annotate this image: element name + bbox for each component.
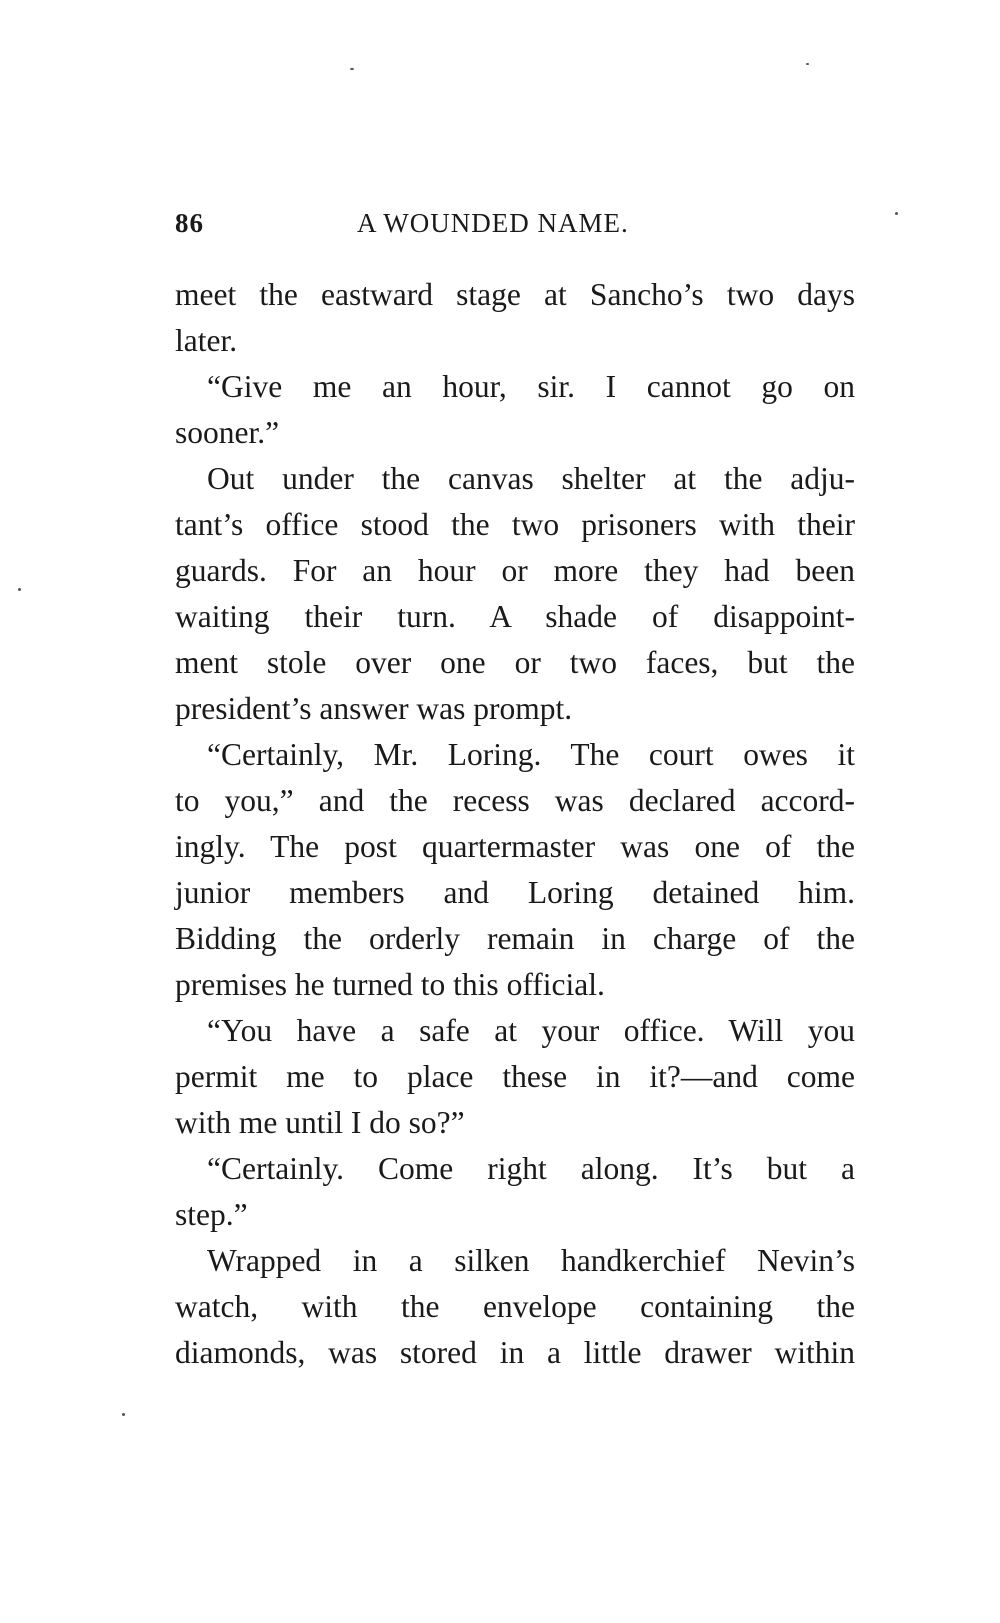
text-line: step.”: [175, 1197, 248, 1232]
running-title: A WOUNDED NAME.: [357, 208, 629, 238]
text-line: with me until I do so?”: [175, 1105, 465, 1140]
text-line: permit me to place these in it?—and come: [175, 1059, 855, 1094]
text-line: Bidding the orderly remain in charge of the: [175, 921, 855, 956]
body-text: [175, 272, 855, 1376]
text-line: “Certainly, Mr. Loring. The court owes it: [207, 737, 855, 772]
text-line: to you,” and the recess was declared accord-: [175, 783, 855, 818]
text-line: guards. For an hour or more they had been: [175, 553, 855, 588]
text-line: ingly. The post quartermaster was one of the: [175, 829, 855, 864]
scan-speck: [350, 68, 354, 70]
text-line: later.: [175, 323, 238, 358]
scan-speck: [18, 588, 21, 591]
text-line: president’s answer was prompt.: [175, 691, 573, 726]
text-line: diamonds, was stored in a little drawer within: [175, 1335, 855, 1370]
text-line: junior members and Loring detained him.: [175, 875, 855, 910]
text-line: tant’s office stood the two prisoners with their: [175, 507, 855, 542]
text-line: sooner.”: [175, 415, 280, 450]
text-line: “Give me an hour, sir. I cannot go on: [207, 369, 855, 404]
text-line: “You have a safe at your office. Will you: [207, 1013, 855, 1048]
text-line: Wrapped in a silken handkerchief Nevin’s: [207, 1243, 855, 1278]
text-line: Out under the canvas shelter at the adju-: [207, 461, 855, 496]
page-header: [175, 208, 675, 248]
text-line: meet the eastward stage at Sancho’s two days: [175, 277, 855, 312]
text-line: watch, with the envelope containing the: [175, 1289, 855, 1324]
scan-speck: [895, 212, 898, 215]
page-number: 86: [175, 208, 204, 238]
text-line: premises he turned to this official.: [175, 967, 605, 1002]
scan-speck: [122, 1413, 125, 1416]
text-line: waiting their turn. A shade of disappoint-: [175, 599, 855, 634]
text-line: ment stole over one or two faces, but the: [175, 645, 855, 680]
scan-speck: [806, 63, 809, 65]
text-line: “Certainly. Come right along. It’s but a: [207, 1151, 855, 1186]
